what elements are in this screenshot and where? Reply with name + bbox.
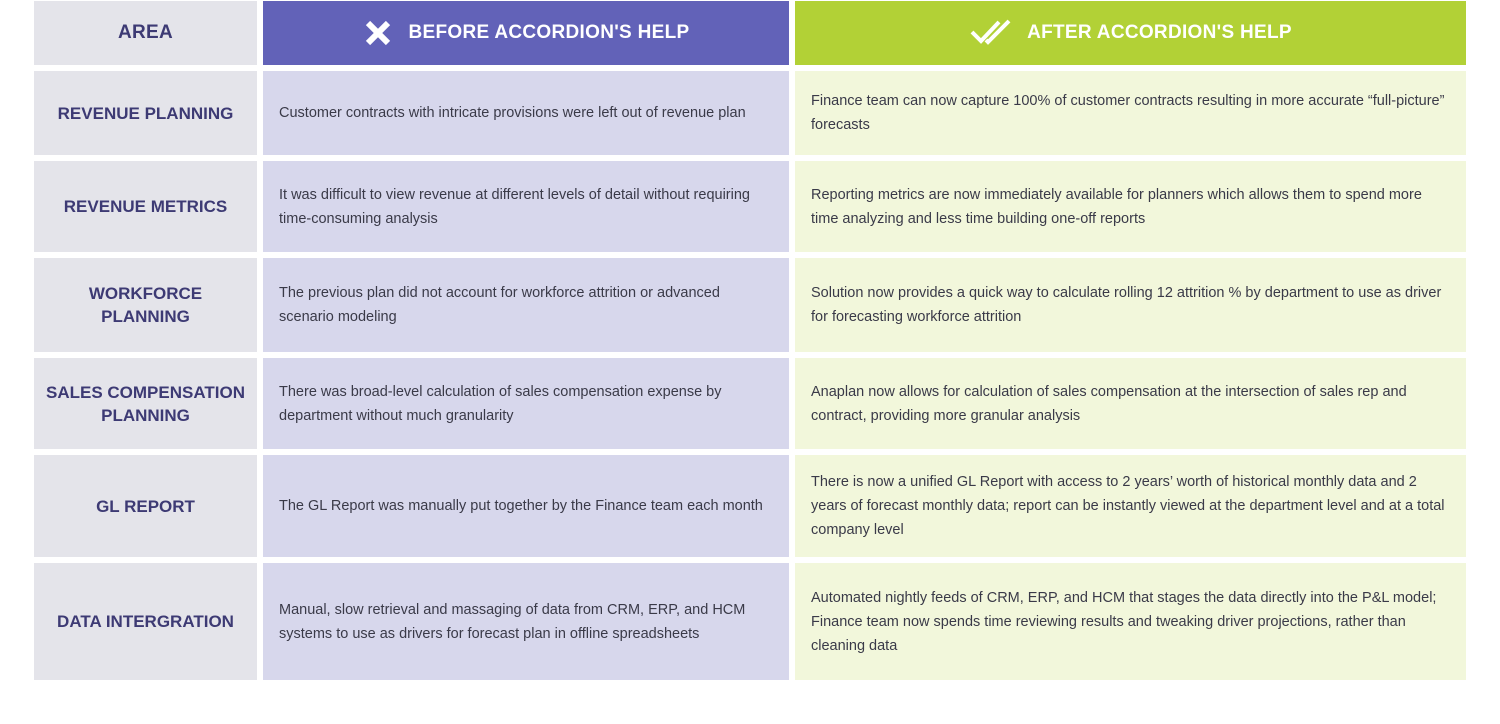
before-text: The GL Report was manually put together by the Finance team each month [279, 498, 763, 514]
after-cell [795, 455, 1466, 557]
area-cell [34, 455, 257, 557]
area-cell [34, 71, 257, 155]
after-text: Finance team can now capture 100% of customer contracts resulting in more accurate “full-picture” forecasts [811, 93, 1445, 133]
area-label: REVENUE PLANNING [57, 103, 234, 123]
before-text: It was difficult to view revenue at different levels of detail without requiring time-consuming analysis [279, 186, 750, 227]
after-cell [795, 563, 1466, 680]
before-cell [263, 563, 789, 680]
area-label: WORKFORCE PLANNING [88, 284, 203, 326]
before-text: The previous plan did not account for workforce attrition or advanced scenario modeling [279, 285, 720, 325]
before-text: Manual, slow retrieval and massaging of data from CRM, ERP, and HCM systems to use as drivers for forecast plan in offline spreadsheets [279, 601, 746, 642]
after-cell [795, 258, 1466, 352]
before-cell [263, 71, 789, 155]
before-cell [263, 358, 789, 449]
area-label: DATA INTERGRATION [57, 612, 234, 631]
before-cell [263, 161, 789, 252]
after-text: Solution now provides a quick way to calculate rolling 12 attrition % by department to use as driver for forecasting workforce attrition [811, 285, 1442, 325]
before-text: Customer contracts with intricate provisions were left out of revenue plan [279, 105, 746, 121]
before-text: There was broad-level calculation of sales compensation expense by department without much granularity [279, 383, 722, 424]
after-text: Reporting metrics are now immediately available for planners which allows them to spend more time analyzing and less time building one-off reports [811, 186, 1422, 227]
area-label: SALES COMPENSATION PLANNING [46, 382, 245, 425]
area-cell [34, 358, 257, 449]
after-cell [795, 161, 1466, 252]
after-text: There is now a unified GL Report with access to 2 years’ worth of historical monthly data and 2 years of forecast monthly data; report can be instantly viewed at the department level and at a total company level [811, 474, 1445, 538]
comparison-table [34, 1, 1466, 680]
double-check-icon [969, 18, 1015, 48]
header-area [34, 1, 257, 65]
area-label: GL REPORT [96, 496, 195, 516]
header-before-label: BEFORE ACCORDION'S HELP [408, 22, 690, 43]
area-cell [34, 161, 257, 252]
before-cell [263, 258, 789, 352]
before-cell [263, 455, 789, 557]
area-cell [34, 563, 257, 680]
after-text: Automated nightly feeds of CRM, ERP, and HCM that stages the data directly into the P&L model; Finance team now spends time reviewing results and tweaking driver projections, rather than cleaning data [811, 589, 1437, 654]
area-cell [34, 258, 257, 352]
after-cell [795, 358, 1466, 449]
after-text: Anaplan now allows for calculation of sales compensation at the intersection of sales rep and contract, providing more granular analysis [811, 383, 1407, 424]
header-area-label: AREA [117, 22, 174, 43]
header-after-label: AFTER ACCORDION'S HELP [1027, 22, 1292, 43]
area-label: REVENUE METRICS [63, 197, 228, 216]
after-cell [795, 71, 1466, 155]
header-before [263, 1, 789, 65]
header-after [795, 1, 1466, 65]
x-icon [363, 18, 393, 48]
